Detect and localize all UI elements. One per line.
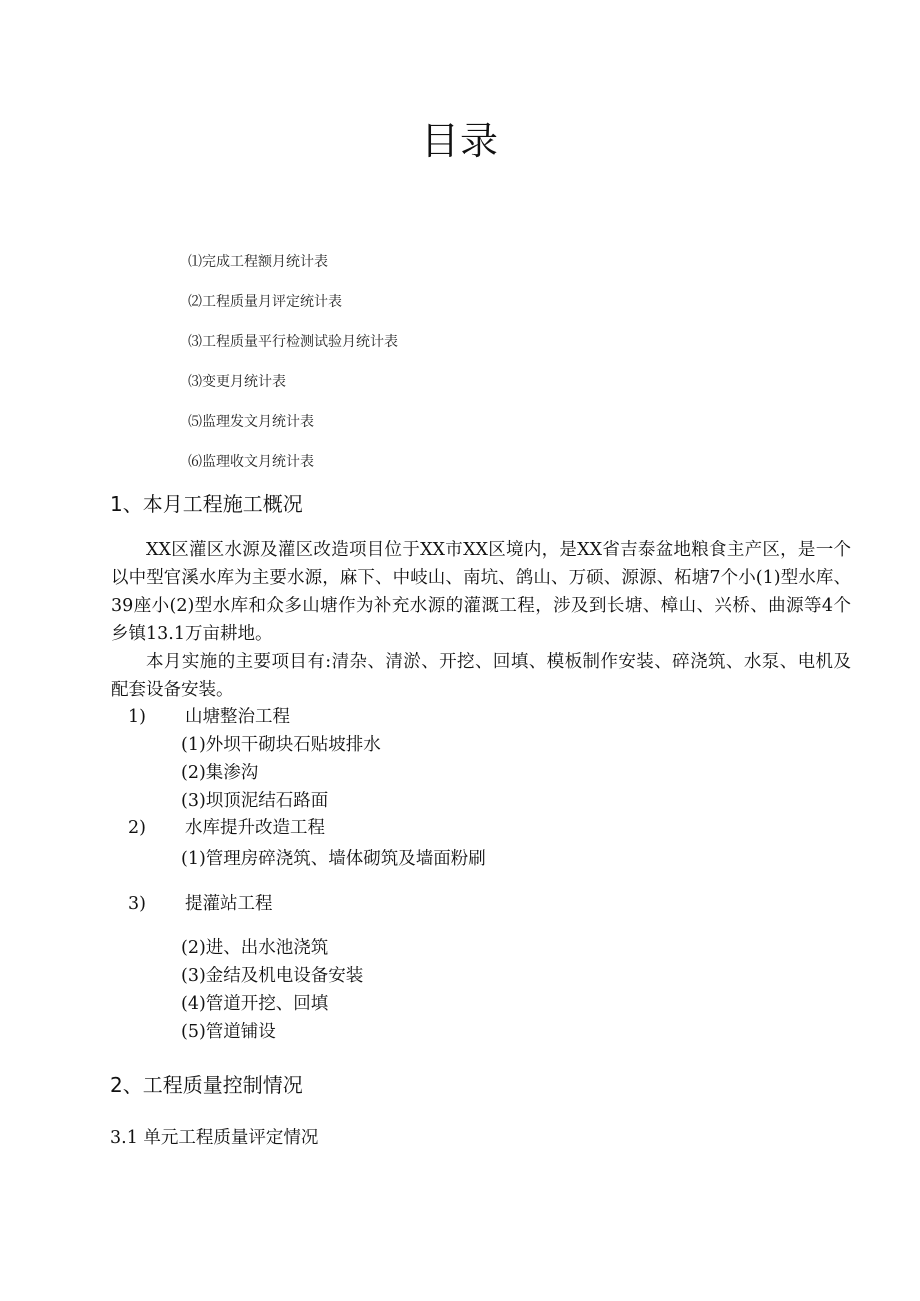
sub-item: (4)管道开挖、回填: [181, 994, 329, 1014]
main-items-paragraph: 本月实施的主要项目有:清杂、清淤、开挖、回填、模板制作安装、碎浇筑、水泵、电机及配套设备安装。: [111, 652, 851, 700]
toc-item[interactable]: ⑵工程质量月评定统计表: [188, 294, 342, 310]
sub-item: (2)集渗沟: [181, 763, 259, 783]
sub-item: (3)坝顶泥结石路面: [181, 791, 329, 811]
item-label: 水库提升改造工程: [185, 818, 325, 838]
item-number: 3): [128, 894, 146, 914]
sub-item: (3)金结及机电设备安装: [181, 966, 364, 986]
sub-item: (5)管道铺设: [181, 1022, 276, 1042]
toc-item[interactable]: ⑶变更月统计表: [188, 374, 286, 390]
page-title: 目录: [420, 119, 499, 163]
toc-item[interactable]: ⑸监理发文月统计表: [188, 414, 314, 430]
sub-item: (1)管理房碎浇筑、墙体砌筑及墙面粉刷: [181, 849, 486, 869]
sub-item: (1)外坝干砌块石贴坡排水: [181, 735, 381, 755]
sub-item: (2)进、出水池浇筑: [181, 938, 329, 958]
item-number: 2): [128, 818, 146, 838]
section-heading-quality: 2、工程质量控制情况: [110, 1073, 303, 1097]
section-heading-overview: 1、本月工程施工概况: [110, 492, 303, 516]
toc-item[interactable]: ⑶工程质量平行检测试验月统计表: [188, 334, 398, 350]
item-label: 提灌站工程: [185, 894, 273, 914]
subsection-heading: 3.1 单元工程质量评定情况: [110, 1128, 319, 1148]
toc-item[interactable]: ⑴完成工程额月统计表: [188, 254, 328, 270]
toc-item[interactable]: ⑹监理收文月统计表: [188, 454, 314, 470]
item-label: 山塘整治工程: [185, 707, 290, 727]
item-number: 1): [128, 707, 146, 727]
overview-paragraph: XX区灌区水源及灌区改造项目位于XX市XX区境内，是XX省吉泰盆地粮食主产区，是一个以中型官溪水库为主要水源，麻下、中岐山、南坑、鸽山、万硕、源源、柘塘7个小(1)型水库、39座小(2)型水库和众多山塘作为补充水源的灌溉工程，涉及到长塘、樟山、兴桥、曲源等4个乡镇13.1万亩耕地。: [111, 540, 851, 644]
